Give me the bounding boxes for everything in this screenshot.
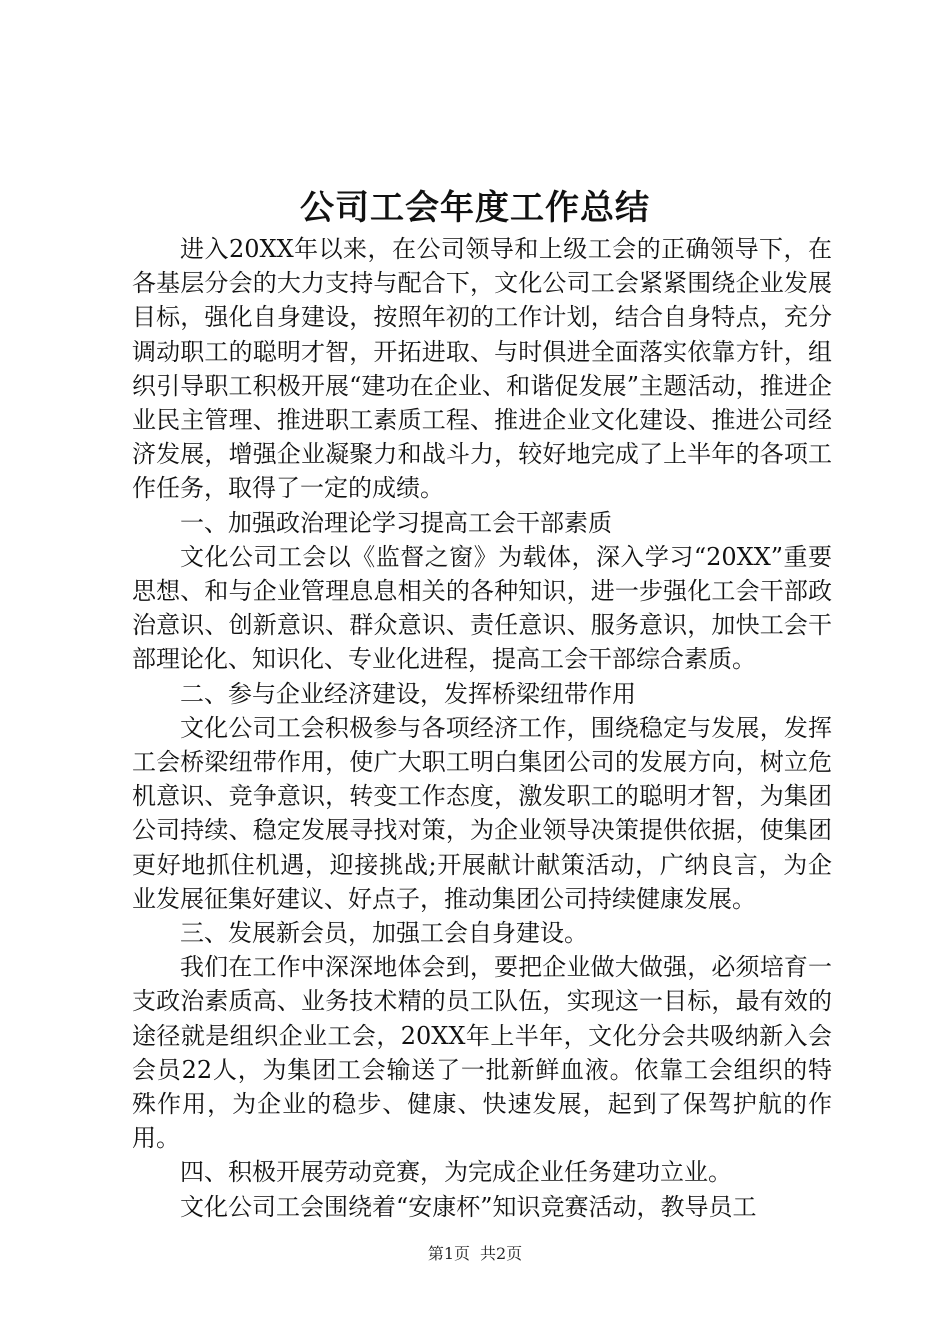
paragraph-section-1: 文化公司工会以《监督之窗》为载体，深入学习“20XX”重要思想、和与企业管理息息相关的各种知识，进一步强化工会干部政治意识、创新意识、群众意识、责任意识、服务意识，加快工会干部理论化、知识化、专业化进程，提高工会干部综合素质。 bbox=[132, 542, 832, 674]
page-total: 共2页 bbox=[480, 1244, 523, 1263]
document-body bbox=[132, 232, 832, 1224]
paragraph-section-2: 文化公司工会积极参与各项经济工作，围绕稳定与发展，发挥工会桥梁纽带作用，使广大职工明白集团公司的发展方向，树立危机意识、竞争意识，转变工作态度，激发职工的聪明才智，为集团公司持续、稳定发展寻找对策，为企业领导决策提供依据，使集团更好地抓住机遇，迎接挑战;开展献计献策活动，广纳良言，为企业发展征集好建议、好点子，推动集团公司持续健康发展。 bbox=[132, 713, 832, 913]
page-number: 第1页 bbox=[427, 1244, 470, 1263]
section-heading-3: 三、发展新会员，加强工会自身建设。 bbox=[180, 919, 588, 948]
section-heading-1: 一、加强政治理论学习提高工会干部素质 bbox=[180, 508, 612, 537]
page-footer bbox=[0, 1244, 950, 1264]
section-heading-2: 二、参与企业经济建设，发挥桥梁纽带作用 bbox=[180, 679, 636, 708]
document-title: 公司工会年度工作总结 bbox=[300, 188, 650, 228]
paragraph-section-4: 文化公司工会围绕着“安康杯”知识竞赛活动，教导员工 bbox=[180, 1192, 757, 1221]
paragraph-intro: 进入20XX年以来，在公司领导和上级工会的正确领导下，在各基层分会的大力支持与配合下，文化公司工会紧紧围绕企业发展目标，强化自身建设，按照年初的工作计划，结合自身特点，充分调动职工的聪明才智，开拓进取、与时俱进全面落实依靠方针，组织引导职工积极开展“建功在企业、和谐促发展”主题活动，推进企业民主管理、推进职工素质工程、推进企业文化建设、推进公司经济发展，增强企业凝聚力和战斗力，较好地完成了上半年的各项工作任务，取得了一定的成绩。 bbox=[132, 235, 832, 503]
paragraph-section-3: 我们在工作中深深地体会到，要把企业做大做强，必须培育一支政治素质高、业务技术精的员工队伍，实现这一目标，最有效的途径就是组织企业工会，20XX年上半年，文化分会共吸纳新入会会员22人，为集团工会输送了一批新鲜血液。依靠工会组织的特殊作用，为企业的稳步、健康、快速发展，起到了保驾护航的作用。 bbox=[132, 953, 832, 1153]
section-heading-4: 四、积极开展劳动竞赛，为完成企业任务建功立业。 bbox=[180, 1158, 732, 1187]
